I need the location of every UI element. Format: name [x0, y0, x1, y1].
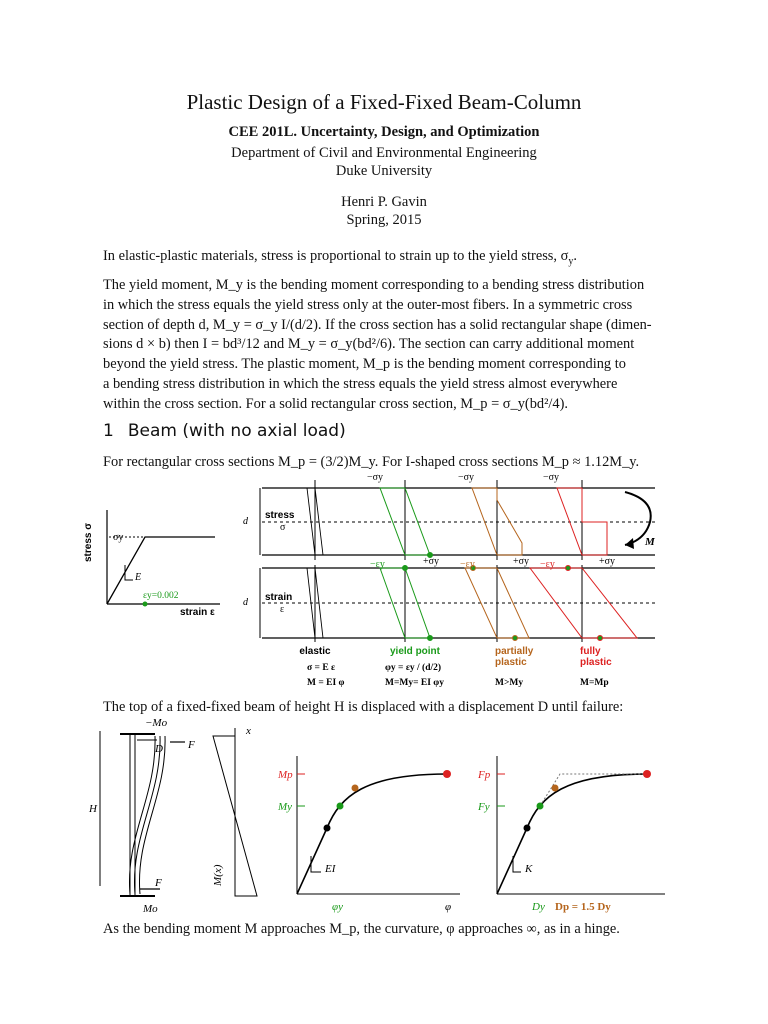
state-partial-2: plastic — [495, 657, 527, 668]
EI-label: EI — [325, 863, 336, 875]
state-full-2: plastic — [580, 657, 612, 668]
section-heading: 1 Beam (with no axial load) — [103, 421, 346, 441]
x-label: x — [246, 725, 251, 737]
para2-line: The yield moment, M_y is the bending moment corresponding to a bending stress distribution — [103, 277, 645, 293]
Fy-label: Fy — [478, 801, 490, 813]
pos-sigma-y-3: +σy — [599, 556, 616, 567]
F-label-bottom: F — [155, 877, 162, 889]
para2-line: section of depth d, M_y = σ_y I/(d/2). If the cross section has a solid rectangular shape (dimen- — [103, 316, 652, 333]
beam-column-sketch — [88, 717, 195, 915]
neg-sigma-y-1: −σy — [367, 472, 384, 483]
sigma-label: σ — [280, 522, 286, 533]
para2-line: a bending stress distribution in which the stress equals the yield stress almost everywhere — [103, 375, 618, 392]
E-label: E — [135, 572, 142, 583]
paragraph-intro: In elastic-plastic materials, stress is proportional to strain up to the yield stress, $\sigma_y$. — [103, 248, 577, 267]
H-label: H — [89, 803, 97, 815]
Dp-eq-label: Dp = 1.5 Dy — [555, 901, 611, 913]
author: Henri P. Gavin — [341, 194, 427, 210]
paragraph-yield-moment — [103, 276, 663, 415]
neg-M0-label: −Mo — [145, 717, 168, 729]
pos-sigma-y-1: +σy — [423, 556, 440, 567]
para2-line: beyond the yield stress. The plastic moment, M_p is the bending moment corresponding to — [103, 356, 626, 373]
d-label-bottom: d — [243, 597, 248, 608]
neg-eps-y-3: −εy — [540, 559, 555, 570]
state-elastic: elastic — [299, 646, 331, 657]
date: Spring, 2015 — [346, 212, 422, 228]
M0-label: Mo — [143, 903, 158, 915]
K-label: K — [525, 863, 533, 875]
strain-label: strain — [265, 592, 293, 603]
M-label: M — [645, 536, 655, 548]
D-label: D — [155, 743, 163, 755]
My-label: My — [278, 801, 293, 813]
eq-yield-1: φy = εy / (d/2) — [385, 663, 442, 673]
sigma-y-label: σy — [113, 532, 124, 543]
eq-full-2: M=Mp — [580, 678, 609, 688]
eps-y-label: εy=0.002 — [143, 591, 179, 601]
course-name: CEE 201L. Uncertainty, Design, and Optimization — [228, 124, 540, 140]
figure-fixed-beam — [85, 716, 685, 916]
eq-elastic-1: σ = E ε — [307, 663, 336, 673]
stress-strain-plot — [83, 510, 220, 618]
para2-line: sions d × b) then I = bd³/12 and M_y = σ_y(bd²/6). The section can carry additional moment — [103, 336, 635, 353]
para2-line: in which the stress equals the yield stress only at the outer-most fibers. In a symmetric cross — [103, 296, 633, 313]
phi-label: φ — [445, 901, 452, 913]
neg-sigma-y-3: −σy — [543, 472, 560, 483]
Fp-label: Fp — [478, 769, 491, 781]
neg-eps-y-2: −εy — [460, 559, 475, 570]
paragraph-hinge: As the bending moment M approaches M_p, the curvature, φ approaches ∞, as in a hinge. — [103, 921, 620, 937]
stress-axis-label: stress σ — [83, 522, 94, 562]
strain-axis-label: strain ε — [180, 607, 215, 618]
epsilon-label: ε — [280, 604, 285, 615]
d-label-top: d — [243, 516, 248, 527]
eq-elastic-2: M = EI φ — [307, 678, 345, 688]
moment-curvature-plot — [277, 756, 460, 913]
state-full: fully — [580, 646, 601, 657]
Dy-label: Dy — [532, 901, 545, 913]
state-yield: yield point — [390, 646, 440, 657]
neg-eps-y-1: −εy — [370, 559, 385, 570]
pos-sigma-y-2: +σy — [513, 556, 530, 567]
neg-sigma-y-2: −σy — [458, 472, 475, 483]
university: Duke University — [335, 163, 433, 179]
Mp-label: Mp — [278, 769, 293, 781]
department: Department of Civil and Environmental Engineering — [231, 145, 537, 161]
eq-partial-2: M>My — [495, 678, 524, 688]
Mx-label: M(x) — [212, 864, 224, 886]
moment-diagram — [212, 725, 257, 896]
paper-title: Plastic Design of a Fixed-Fixed Beam-Column — [186, 90, 582, 114]
stress-label: stress — [265, 510, 295, 521]
state-partial: partially — [495, 646, 534, 657]
paragraph-rect-sections: For rectangular cross sections M_p = (3/2)M_y. For I-shaped cross sections M_p ≈ 1.12M_y. — [103, 454, 640, 470]
eq-yield-2: M=My= EI φy — [385, 678, 444, 688]
phi-y-label: φy — [332, 901, 343, 913]
figure-stress-strain — [85, 470, 685, 695]
F-label-top: F — [188, 739, 195, 751]
paragraph-fixed-beam: The top of a fixed-fixed beam of height H is displaced with a displacement D until failure: — [103, 699, 624, 715]
force-displacement-plot — [477, 756, 665, 913]
para2-line: within the cross section. For a solid rectangular cross section, M_p = σ_y(bd²/4). — [103, 395, 569, 412]
